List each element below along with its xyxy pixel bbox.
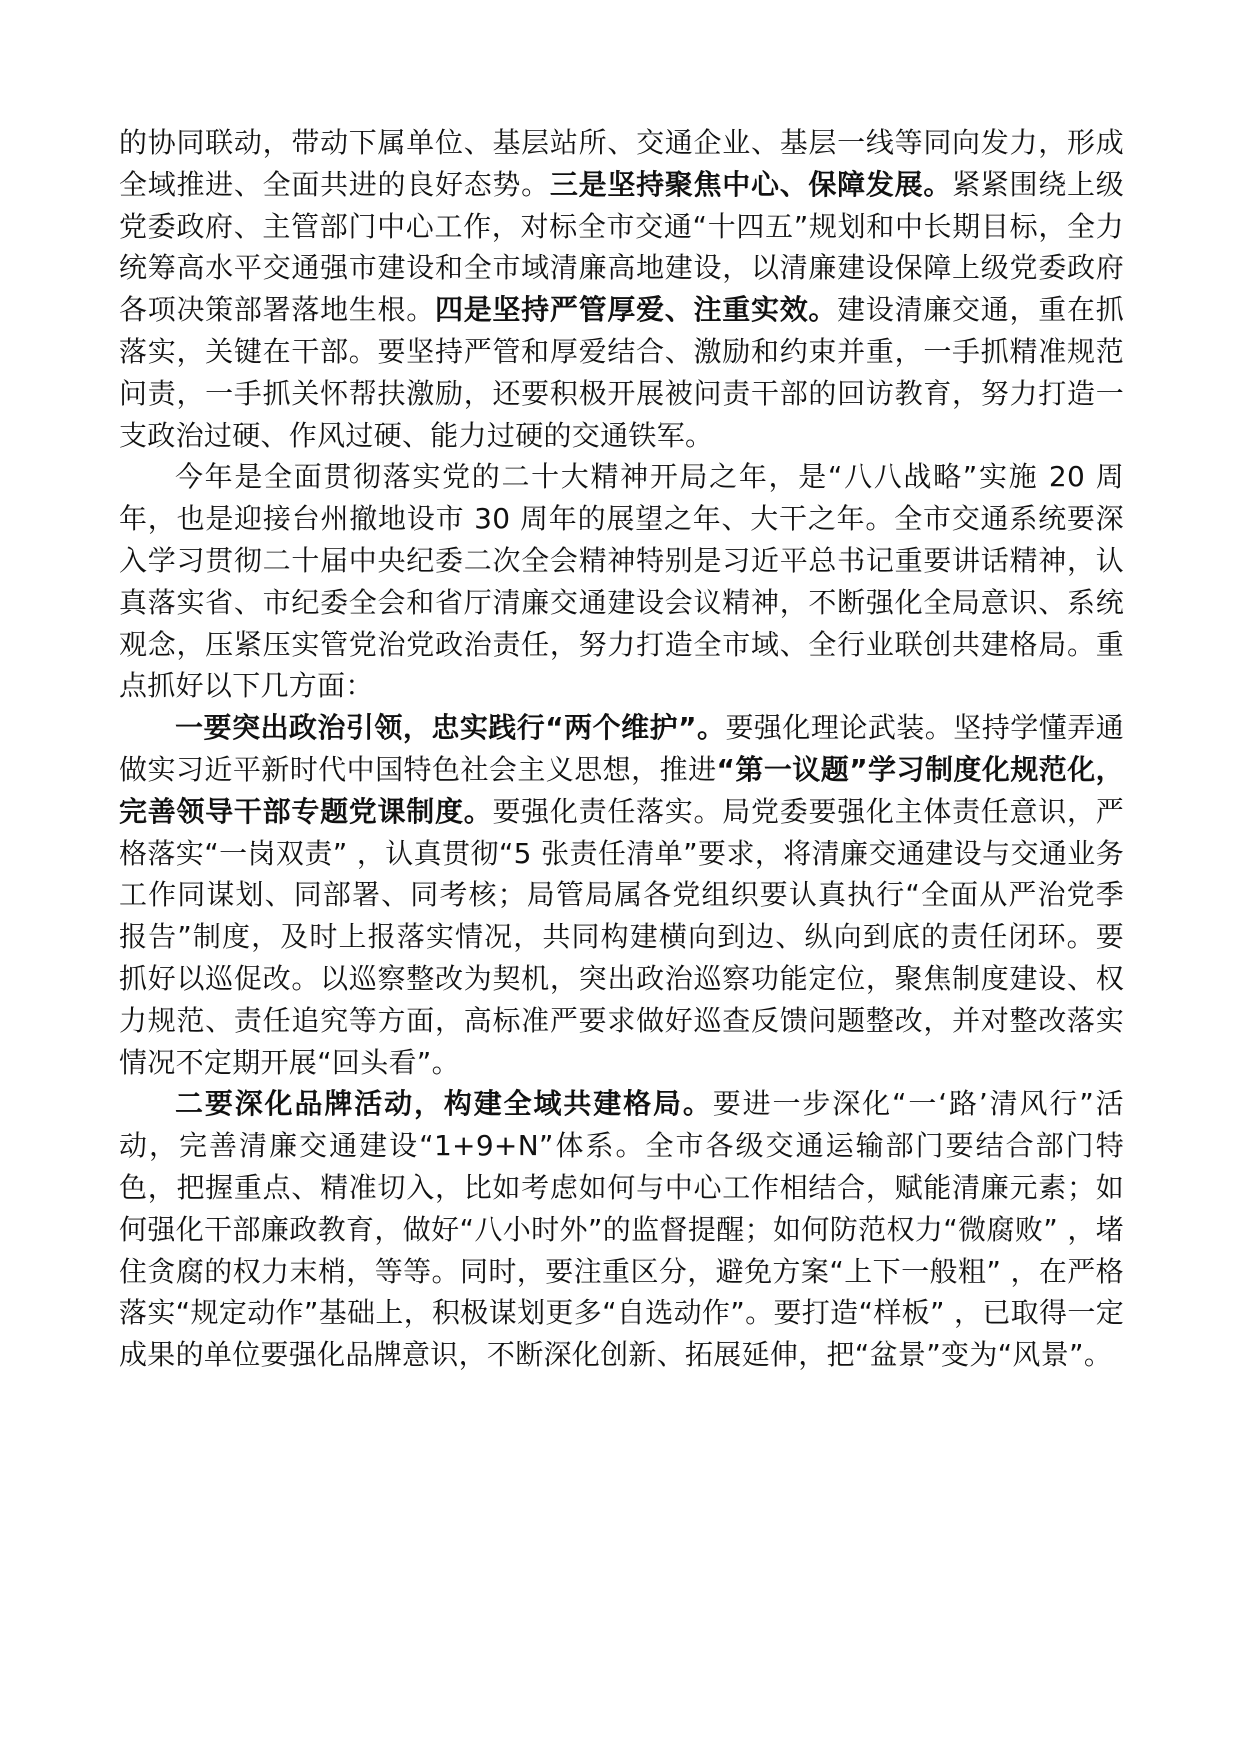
paragraph-4-segment-2: 要进一步深化“一‘路’清风行”活动，完善清廉交通建设“1+9+N”体系。全市各级交通运输部门要结合部门特色，把握重点、精准切入，比如考虑如何与中心工作相结合，赋能清廉元素；如何强化干部廉政教育，做好“八小时外”的监督提醒；如何防范权力“微腐败” ，堵住贪腐的权力末梢，等等。同时，要注重区分，避免方案“上下一般粗” ，在严格落实“规定动作”基础上，积极谋划更多“自选动作”。要打造“样板” ，已取得一定成果的单位要强化品牌意识，不断深化创新、拓展延伸，把“盆景”变为“风景”。 [119,1087,1124,1372]
paragraph-3-segment-4: 要强化责任落实。局党委要强化主体责任意识，严格落实“一岗双责” ，认真贯彻“5 张责任清单”要求，将清廉交通建设与交通业务工作同谋划、同部署、同考核；局管局属各党组织要认真执行“全面从严治党季报告”制度，及时上报落实情况，共同构建横向到边、纵向到底的责任闭环。要抓好以巡促改。以巡察整改为契机，突出政治巡察功能定位，聚焦制度建设、权力规范、责任追究等方面，高标准严要求做好巡查反馈问题整改，并对整改落实情况不定期开展“回头看”。 [119,794,1125,1079]
paragraph-3-segment-2: 要强化理论武装。坚持学懂弄通做实习近平新时代中国特色社会主义思想，推进 [119,711,1124,786]
paragraph-2 [119,456,1124,707]
paragraph-1 [119,122,1124,456]
paragraph-1-bold-heading-4: 四是坚持严管厚爱、注重实效。 [434,293,838,327]
paragraph-2-text: 今年是全面贯彻落实党的二十大精神开局之年，是“八八战略”实施 20 周年，也是迎接台州撤地设市 30 周年的展望之年、大干之年。全市交通系统要深入学习贯彻二十届中央纪委二次全会精神特别是习近平总书记重要讲话精神，认真落实省、市纪委全会和省厅清廉交通建设会议精神，不断强化全局意识、系统观念，压紧压实管党治党政治责任，努力打造全市域、全行业联创共建格局。重点抓好以下几方面： [119,460,1124,703]
paragraph-1-segment-3: 紧紧围绕上级党委政府、主管部门中心工作，对标全市交通“十四五”规划和中长期目标，全力统筹高水平交通强市建设和全市域清廉高地建设，以清廉建设保障上级党委政府各项决策部署落地生根。 [119,167,1124,327]
paragraph-3-bold-heading: 一要突出政治引领，忠实践行“两个维护”。 [175,711,726,745]
paragraph-3 [119,707,1124,1083]
paragraph-1-segment-5: 建设清廉交通，重在抓落实，关键在干部。要坚持严管和厚爱结合、激励和约束并重，一手抓精准规范问责，一手抓关怀帮扶激励，还要积极开展被问责干部的回访教育，努力打造一支政治过硬、作风过硬、能力过硬的交通铁军。 [119,293,1124,452]
paragraph-4-bold-heading: 二要深化品牌活动，构建全域共建格局。 [175,1087,713,1121]
paragraph-1-segment-1: 的协同联动，带动下属单位、基层站所、交通企业、基层一线等同向发力，形成全域推进、全面共进的良好态势。 [119,126,1124,201]
paragraph-3-bold-phrase: “第一议题”学习制度化规范化，完善领导干部专题党课制度。 [119,752,1124,828]
paragraph-4 [119,1083,1124,1376]
paragraph-1-bold-heading-3: 三是坚持聚焦中心、保障发展。 [549,167,953,201]
